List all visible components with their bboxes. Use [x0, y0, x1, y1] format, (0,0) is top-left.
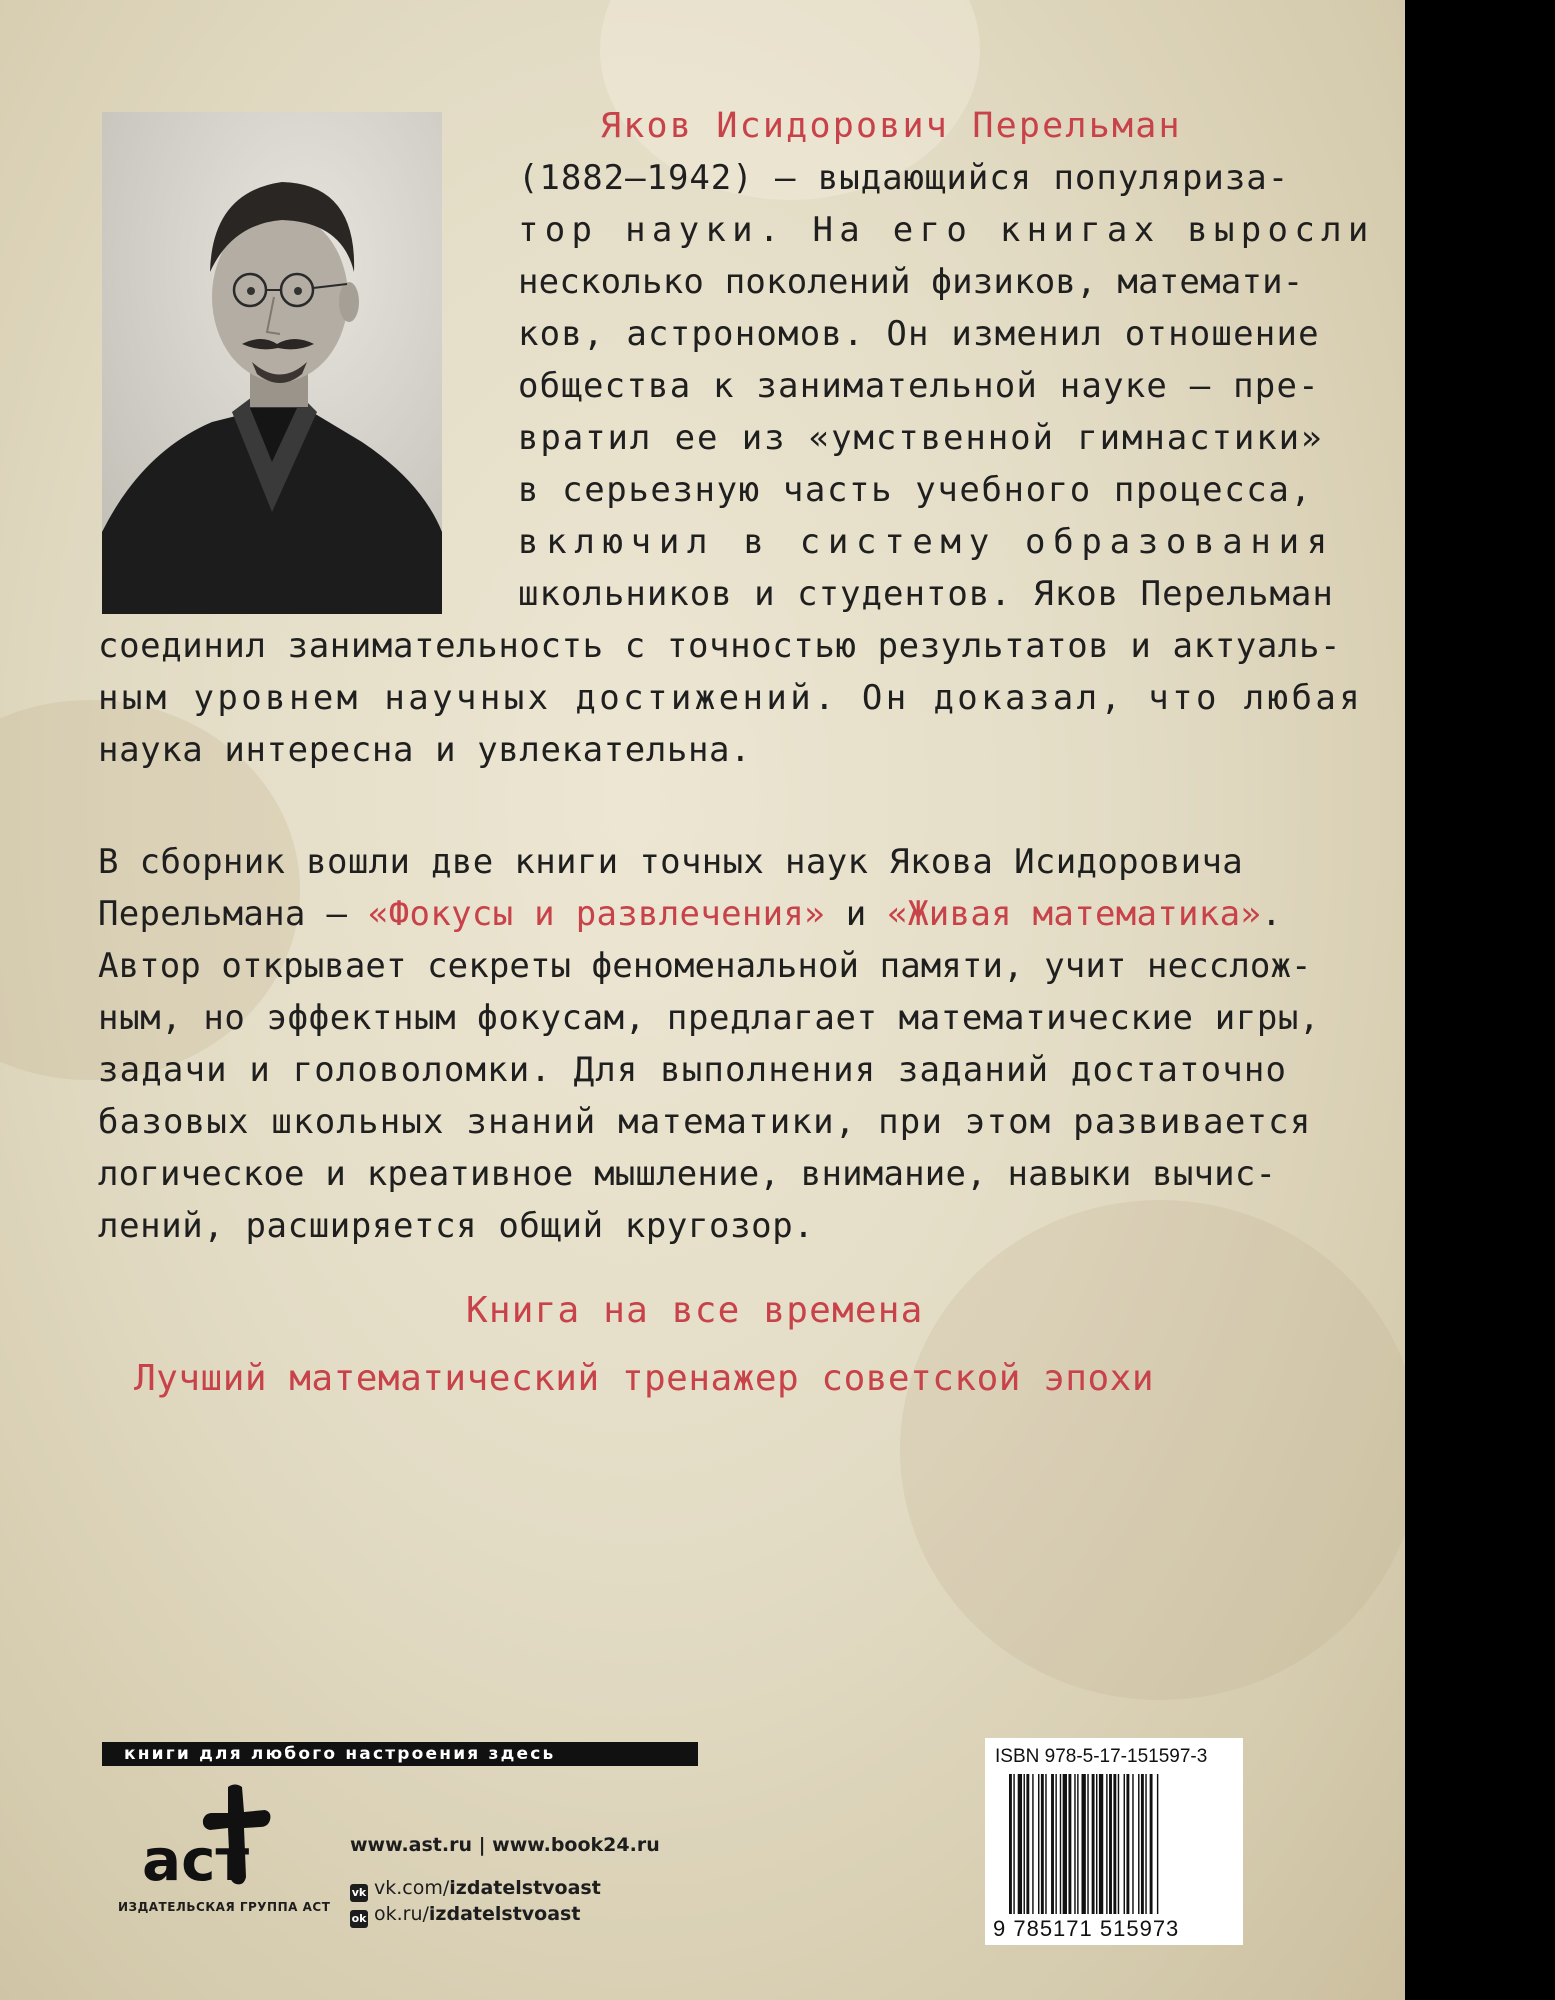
bio-line-1: (1882–1942) — выдающийся популяриза- [518, 158, 1290, 198]
bio-line-7: в серьезную часть учебного процесса, [518, 470, 1313, 510]
collection-line-2-start: Перельмана — [98, 894, 369, 934]
collection-line-3: Автор открывает секреты феноменальной памяти, учит несслож- [98, 946, 1312, 986]
bio-line-4: ков, астрономов. Он изменил отношение [518, 314, 1320, 354]
bio-line-11: ным уровнем научных достижений. Он доказал, что любая [98, 678, 1364, 718]
collection-line-4: ным, но эффектным фокусам, предлагает математические игры, [98, 998, 1321, 1038]
bio-line-9: школьников и студентов. Яков Перельман [518, 574, 1334, 614]
website-links[interactable]: www.ast.ru | www.book24.ru [350, 1834, 660, 1856]
publisher-name: ИЗДАТЕЛЬСКАЯ ГРУППА АСТ [118, 1900, 331, 1914]
vk-link[interactable] [350, 1877, 601, 1902]
collection-line-1: В сборник вошли две книги точных наук Якова Исидоровича [98, 842, 1244, 882]
author-portrait [102, 112, 442, 614]
ok-handle: izdatelstvoast [428, 1903, 581, 1925]
book-title-tricks: «Фокусы и развлечения» [368, 894, 825, 934]
book-spine [1405, 0, 1555, 2000]
collection-line-2 [98, 894, 1282, 934]
ast-logo-text: аст [142, 1826, 250, 1892]
author-name: Яков Исидорович Перельман [600, 106, 1182, 146]
collection-line-2-end: . [1261, 894, 1282, 934]
collection-line-8: лений, расширяется общий кругозор. [98, 1206, 815, 1246]
collection-line-5: задачи и головоломки. Для выполнения заданий достаточно [98, 1050, 1288, 1090]
bio-line-8: включил в систему образования [518, 522, 1335, 562]
barcode-digits: 9 785171 515973 [993, 1916, 1180, 1941]
bio-line-12: наука интересна и увлекательна. [98, 730, 752, 770]
vk-handle: izdatelstvoast [449, 1877, 601, 1899]
vk-prefix: vk.com/ [374, 1877, 450, 1899]
collection-line-6: базовых школьных знаний математики, при этом развивается [98, 1102, 1312, 1142]
mood-strip: книги для любого настроения здесь [102, 1742, 698, 1766]
barcode-bars [1009, 1774, 1231, 1924]
bio-line-6: вратил ее из «умственной гимнастики» [518, 418, 1324, 458]
ok-link[interactable] [350, 1903, 580, 1928]
bio-line-2: тор науки. На его книгах выросли [518, 210, 1375, 250]
tagline-all-times: Книга на все времена [466, 1290, 924, 1331]
bio-line-3: несколько поколений физиков, математи- [518, 262, 1304, 302]
ok-prefix: ok.ru/ [374, 1903, 429, 1925]
ok-icon: ok [350, 1910, 368, 1928]
collection-line-7: логическое и креативное мышление, внимание, навыки вычис- [98, 1154, 1277, 1194]
vk-icon: vk [350, 1884, 368, 1902]
bio-line-5: общества к занимательной науке — пре- [518, 366, 1320, 406]
tagline-best-trainer: Лучший математический тренажер советской эпохи [134, 1358, 1154, 1399]
collection-line-2-mid: и [824, 894, 888, 934]
book-title-living-math: «Живая математика» [887, 894, 1262, 934]
ast-logo [140, 1782, 280, 1896]
isbn-barcode [985, 1738, 1243, 1945]
isbn-label: ISBN 978-5-17-151597-3 [995, 1746, 1208, 1767]
bio-line-10: соединил занимательность с точностью результатов и актуаль- [98, 626, 1342, 666]
